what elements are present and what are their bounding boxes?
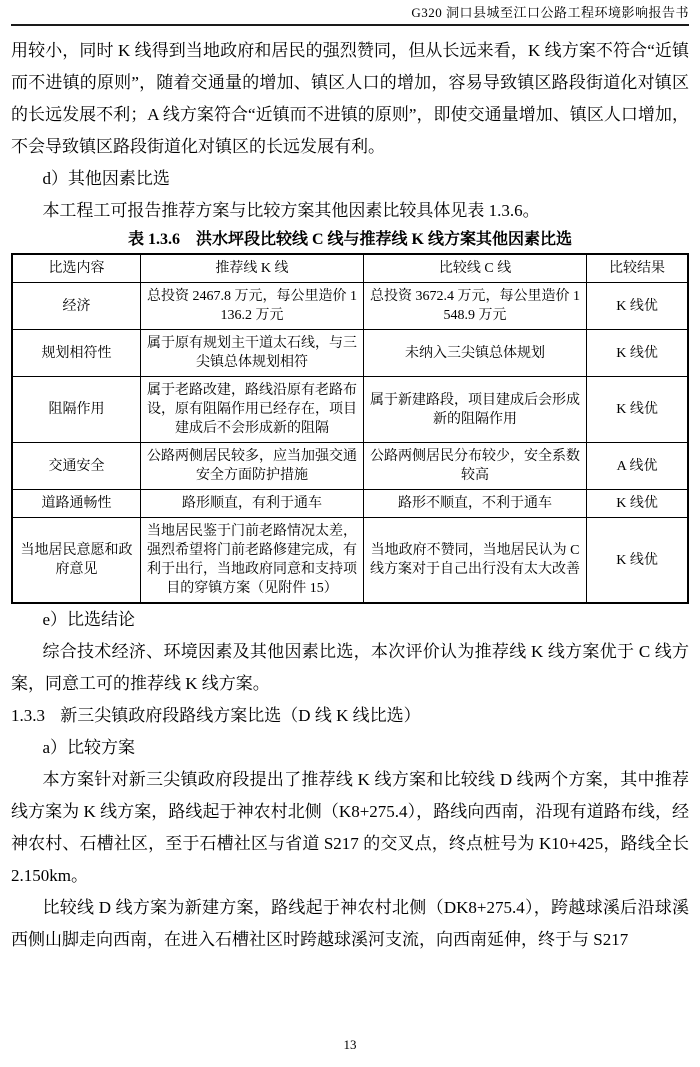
paragraph-item-a: a）比较方案 <box>42 738 135 757</box>
table-cell: 公路两侧居民较多，应当加强交通安全方面防护措施 <box>140 443 363 490</box>
table-cell: 当地政府不赞同，当地居民认为 C 线方案对于自己出行没有太大改善 <box>364 518 587 604</box>
table-cell: K 线优 <box>587 490 688 518</box>
table-cell: 未纳入三尖镇总体规划 <box>364 330 587 377</box>
table-cell: 公路两侧居民分布较少，安全系数较高 <box>364 443 587 490</box>
table-cell: K 线优 <box>587 330 688 377</box>
paragraph-k-line: 本方案针对新三尖镇政府段提出了推荐线 K 线方案和比较线 D 线两个方案，其中推荐线方案为 K 线方案，路线起于神农村北侧（K8+275.4），路线向西南，沿现有道路布线，经神农村、石槽社区，至于石槽社区与省道 S217 的交叉点，终点桩号为 K10+425，路线全长 2.150km。 <box>11 770 689 885</box>
table-cell: 经济 <box>12 283 140 330</box>
page-number: 13 <box>343 1037 357 1052</box>
table-row <box>12 443 688 490</box>
table-cell: 属于原有规划主干道太石线，与三尖镇总体规划相符 <box>140 330 363 377</box>
table-cell: 规划相符性 <box>12 330 140 377</box>
table-cell: 路形顺直，有利于通车 <box>140 490 363 518</box>
paragraph-item-d: d）其他因素比选 <box>42 169 170 188</box>
paragraph-continuation: 用较小，同时 K 线得到当地政府和居民的强烈赞同，但从长远来看，K 线方案不符合“近镇而不进镇的原则”，随着交通量的增加、镇区人口的增加，容易导致镇区路段街道化对镇区的长远发展不利；A 线方案符合“近镇而不进镇的原则”，即使交通量增加、镇区人口增加，不会导致镇区路段街道化对镇区的长远发展有利。 <box>11 41 689 156</box>
table-cell: 路形不顺直，不利于通车 <box>364 490 587 518</box>
table-cell: 交通安全 <box>12 443 140 490</box>
paragraph-d-line: 比较线 D 线方案为新建方案，路线起于神农村北侧（DK8+275.4），跨越球溪后沿球溪西侧山脚走向西南，在进入石槽社区时跨越球溪河支流，向西南延伸，终于与 S217 <box>11 898 689 949</box>
table-cell: 总投资 3672.4 万元，每公里造价 1548.9 万元 <box>364 283 587 330</box>
paragraph-item-e: e）比选结论 <box>42 610 135 629</box>
table-cell: K 线优 <box>587 377 688 443</box>
page-content <box>11 35 689 956</box>
table-header-cell: 比选内容 <box>12 254 140 283</box>
table-label: 表 1.3.6 <box>127 231 180 248</box>
comparison-table <box>11 253 689 604</box>
header-title: G320 洞口县城至江口公路工程环境影响报告书 <box>411 5 689 20</box>
table-header-row <box>12 254 688 283</box>
table-header-cell: 比较线 C 线 <box>364 254 587 283</box>
table-cell: 属于新建路段，项目建成后会形成新的阻隔作用 <box>364 377 587 443</box>
table-row <box>12 518 688 604</box>
table-header-cell: 推荐线 K 线 <box>140 254 363 283</box>
table-cell: K 线优 <box>587 518 688 604</box>
table-row <box>12 490 688 518</box>
table-cell: 道路通畅性 <box>12 490 140 518</box>
table-row <box>12 283 688 330</box>
table-cell: 属于老路改建，路线沿原有老路布设，原有阻隔作用已经存在，项目建成后不会形成新的阻隔 <box>140 377 363 443</box>
paragraph-conclusion: 综合技术经济、环境因素及其他因素比选，本次评价认为推荐线 K 线方案优于 C 线方案，同意工可的推荐线 K 线方案。 <box>11 642 689 693</box>
table-cell: 当地居民意愿和政府意见 <box>12 518 140 604</box>
page-header <box>11 5 689 26</box>
table-title <box>11 227 689 253</box>
table-title-text: 洪水坪段比较线 C 线与推荐线 K 线方案其他因素比选 <box>196 231 573 248</box>
section-heading-text: 新三尖镇政府段路线方案比选（D 线 K 线比选） <box>60 706 421 725</box>
table-cell: 当地居民鉴于门前老路情况太差，强烈希望将门前老路修建完成，有利于出行，当地政府同意和支持项目的穿镇方案（见附件 15） <box>140 518 363 604</box>
table-cell: 阻隔作用 <box>12 377 140 443</box>
table-row <box>12 377 688 443</box>
section-number: 1.3.3 <box>11 706 45 725</box>
table-row <box>12 330 688 377</box>
table-cell: 总投资 2467.8 万元，每公里造价 1136.2 万元 <box>140 283 363 330</box>
paragraph-table-ref: 本工程工可报告推荐方案与比较方案其他因素比较具体见表 1.3.6。 <box>42 201 540 220</box>
table-header-cell: 比较结果 <box>587 254 688 283</box>
table-cell: A 线优 <box>587 443 688 490</box>
section-heading-1-3-3 <box>11 700 689 732</box>
table-cell: K 线优 <box>587 283 688 330</box>
